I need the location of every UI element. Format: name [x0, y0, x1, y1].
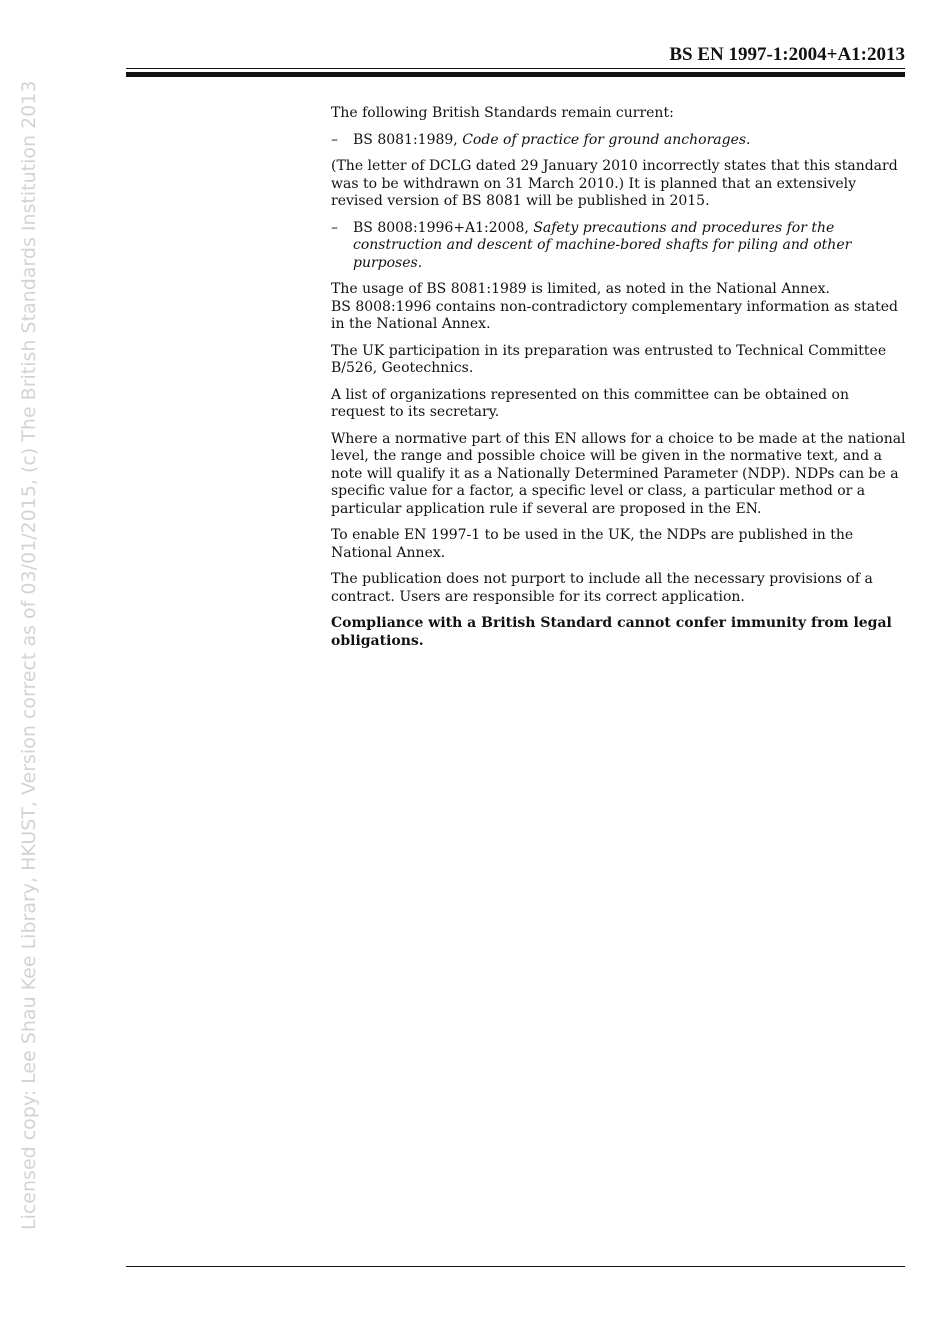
list-dash: – [331, 219, 338, 236]
footer-rule [126, 1266, 905, 1267]
list-dash: – [331, 131, 338, 148]
list-item-bs8008 [331, 220, 907, 273]
list-item-bs8081 [331, 132, 907, 150]
standard-title: Safety precautions and procedures for the construction and descent of machine-bored shafts for piling and other purposes. [353, 219, 852, 271]
committee-paragraph: The UK participation in its preparation was entrusted to Technical Committee B/526, Geotechnics. [331, 342, 887, 376]
usage-paragraph [331, 281, 907, 334]
standard-reference: BS 8008:1996+A1:2008, [353, 219, 534, 236]
organizations-paragraph: A list of organizations represented on this committee can be obtained on request to its secretary. [331, 386, 849, 420]
compliance-statement: Compliance with a British Standard cannot confer immunity from legal obligations. [331, 615, 892, 649]
document-body [331, 105, 907, 659]
license-watermark: Licensed copy: Lee Shau Kee Library, HKUST, Version correct as of 03/01/2015, (c) The British Standards Institution 2013 [18, 80, 40, 1230]
document-code-header: BS EN 1997-1:2004+A1:2013 [669, 44, 905, 65]
intro-paragraph: The following British Standards remain current: [331, 105, 674, 121]
header-thin-rule [126, 68, 905, 69]
national-annex-paragraph: To enable EN 1997-1 to be used in the UK, the NDPs are published in the National Annex. [331, 527, 854, 561]
standard-title: Code of practice for ground anchorages. [462, 131, 751, 148]
ndp-paragraph: Where a normative part of this EN allows for a choice to be made at the national level, the range and possible choice will be given in the normative text, and a note will qualify it as a Nationally Determined Parameter (NDP). NDPs can be a specific value for a factor, a specific level or class, a particular method or a particular application rule if several are proposed in the EN. [331, 430, 906, 517]
usage-line-2: BS 8008:1996 contains non-contradictory complementary information as stated in the National Annex. [331, 298, 898, 332]
publication-paragraph: The publication does not purport to include all the necessary provisions of a contract. Users are responsible for its correct application. [331, 571, 873, 605]
dclg-paragraph: (The letter of DCLG dated 29 January 2010 incorrectly states that this standard was to be withdrawn on 31 March 2010.) It is planned that an extensively revised version of BS 8081 will be published in 2015. [331, 158, 898, 209]
header-thick-rule [126, 72, 905, 77]
usage-line-1: The usage of BS 8081:1989 is limited, as noted in the National Annex. [331, 281, 831, 297]
standard-reference: BS 8081:1989, [353, 131, 463, 148]
